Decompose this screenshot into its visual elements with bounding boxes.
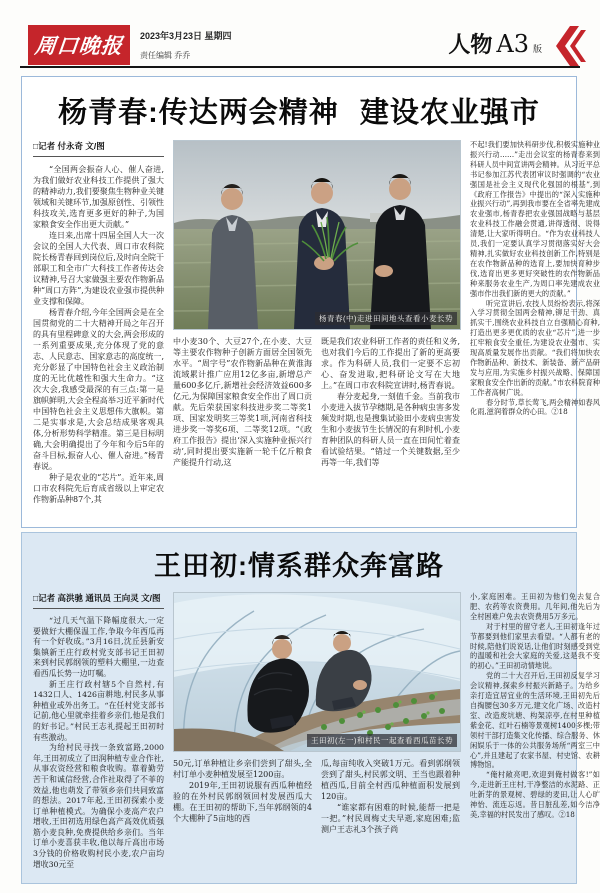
article2-headline: 王田初:情系群众奔富路	[154, 551, 444, 581]
article1-headline: 杨青春:传达两会精神 建设农业强市	[58, 97, 540, 129]
paragraph: 瓜,每亩纯收入突破1万元。看到郭纲领尝到了甜头,村民郭文明、王当也跟着种植西瓜,目前全村西瓜种植面积发展到120亩。	[321, 759, 460, 801]
article-yangqingchun	[21, 76, 600, 528]
header-divider	[20, 66, 580, 68]
paragraph: 对于村里的留守老人,王田初逢年过节都要到他们家里去看望。“人都有老的时候,陪他们说说话,让他们时刻感受到党的温暖和社会大家庭的关爱,这是我不变的初心。”王田初动情地说。	[470, 621, 600, 671]
newspaper-logo	[28, 25, 130, 65]
greenhouse-photo-illustration	[174, 593, 460, 751]
article1-middle	[173, 140, 461, 514]
paragraph: 为给村民寻找一条致富路,2000年,王田初成立了田润种植专业合作社,从事农资经营和粮食收购。靠着勤劳苦干和诚信经营,合作社取得了不菲的效益,他也萌发了带领乡亲们共同致富的想法。2017年起,王田初探索小麦订单种植模式。为确保小麦高产农户增收,王田初选用绿色高产高效优质强筋小麦良种,免费提供给乡亲们。当年订单小麦喜获丰收,他以每斤高出市场3分钱的价格收购村民小麦,农户亩均增收30元至	[33, 743, 164, 869]
article1-column-4	[470, 140, 600, 522]
paragraph: 2019年,王田初说服有西瓜种植经验的在外村民郭纲领回村发展西瓜大棚。在王田初的帮助下,当年郭纲领的4个大棚种了5亩地的西	[173, 781, 312, 823]
article2-byline: □记者 高洪驰 通讯员 王向灵 文/图	[33, 592, 164, 609]
section-name: 人物	[448, 32, 493, 57]
paragraph: 春分时节,草长莺飞,两会精神如春风化雨,滋润着群众的心田。②18	[470, 397, 600, 417]
paragraph: 连日来,出席十四届全国人大一次会议的全国人大代表、周口市农科院院长杨青春回到岗位后,及时向全院干部职工和全市广大科技工作者传达会议精神,号召大家做强主要农作物新品种“周口方阵”,为建设农业强市提供种业支撑和保障。	[33, 231, 164, 306]
article2-photo-caption: 王田初(左一)和村民一起查看西瓜苗长势	[307, 734, 457, 747]
paragraph: 小,家庭困难。王田初为他们免去复合肥、农药等农资费用。几年间,他先后为全村困难户免去农资费用5万多元。	[470, 592, 600, 621]
paragraph: 杨青春介绍,今年全国两会是在全国贯彻党的二十大精神开局之年召开的具有里程碑意义的大会,两会形成的一系列重要成果,充分体现了党的意志、人民意志、国家意志的高度统一,充分彰显了中国特色社会主义政治制度的无比优越性和强大生命力。“这次大会,我感受最深的有三点:第一是旗帜鲜明,大会全程高举习近平新时代中国特色社会主义思想伟大旗帜。第二是实事求是,大会总结成果客观具体,分析形势科学精准。第三是目标明确,大会明确提出了今年和今后5年的奋斗目标,振奋人心、催人奋进。”杨青春说。	[33, 308, 164, 471]
paragraph: 新王庄行政村辖5个自然村,有1432口人、1426亩耕地,村民多从事种植业或外出务工。“在任村党支部书记前,他心里就牵挂着乡亲们,他是我们的好书记。”村民王志礼提起王田初时有些激动。	[33, 679, 164, 742]
field-photo-illustration	[174, 141, 460, 329]
page-number: A3	[496, 30, 529, 58]
article2-photo	[173, 592, 461, 752]
editor-credit: 责任编辑 乔乔	[140, 51, 191, 60]
paragraph: 50元,订单种植让乡亲们尝到了甜头,全村订单小麦种植发展至1200亩。	[173, 759, 312, 779]
paragraph: “俺村敞亮吧,欢迎到俺村做客!”如今,走进新王庄村,干净整洁的水泥路、正吐新芽的景观树、碧绿的麦田,让人心旷神怡、流连忘返。昔日脏乱差,如今洁净美,幸福的村民发出了感叹。②18	[470, 770, 600, 819]
article2-column-2	[173, 758, 312, 878]
paragraph: 春分麦起身,一刻值千金。当前我市小麦进入拔节孕穗期,是各种病虫害多发频发时期,也是搜集试验田小麦病虫害发生和小麦拔节生长情况的有利时机,小麦育种团队的科研人员一直在田间忙着查看试验结果。“错过一个关键数据,至少再等一年,我们等	[321, 392, 460, 467]
paragraph: “谁家都有困难的时候,能帮一把是一把。”村民周梅丈夫早逝,家庭困难;监测户王志礼3个孩子尚	[321, 803, 460, 834]
article1-photo-caption: 杨青春(中)走进田间地头查看小麦长势	[315, 312, 457, 325]
paragraph: “过几天气温下降幅度很大,一定要做好大棚保温工作,争取今年西瓜再有一个好收成。”3月16日,沈丘县新安集镇新王庄行政村党支部书记王田初来到村民郭纲领的塑料大棚里,一边查看西瓜长势一边叮嘱。	[33, 616, 164, 678]
paragraph: 党的二十大召开后,王田初反复学习会议精神,探索乡村振兴新路子。为给乡亲打造宜居宜业的生活环境,王田初先后自掏腰包30多万元,建文化广场、改造村室、改造废坑塘、构架凉亭,在村里种植紫金花、红叶石楠等景观树1400多棵;带领村干部打造集文化传播、综合服务、休闲娱乐于一体的公共服务场所“两室三中心”,并且建起了农家书屋、村史馆、农耕博物馆。	[470, 671, 600, 770]
page-word: 版	[532, 45, 542, 55]
paragraph: 既是我们农业科研工作者的责任和义务,也对我们今后的工作提出了新的更高要求。作为科研人员,我们一定要不忘初心、奋发进取,把科研论文写在大地上。”在周口市农科院宣讲时,杨青春说。	[321, 337, 460, 390]
article1-byline: □记者 付永奇 文/图	[33, 140, 164, 157]
article1-column-2	[173, 336, 312, 514]
article1-photo	[173, 140, 461, 330]
paragraph: “全国两会振奋人心、催人奋进,为我们做好农业科技工作提供了强大的精神动力,我们要聚焦生物种业关键领域和关键环节,加强原创性、引领性科技攻关,选育更多更好的种子,为国家粮食安全作出更大贡献。”	[33, 165, 164, 229]
article1-column-3	[321, 336, 460, 514]
article2-column-4	[470, 592, 600, 880]
paragraph: 听完宣讲后,农技人员纷纷表示,将深入学习贯彻全国两会精神,铆足干劲、真抓实干,围绕农业科技自立自强精心育种,打造出更多更优质的农业“芯片”,进一步扛牢粮食安全重任,为建设农业强市、实现高质量发展作出贡献。“我们将加快农作物新品种、新技术、新装备、新产品研发与应用,为实施乡村振兴战略、保障国家粮食安全作出新的贡献。”市农科院育种工作者高树广说。	[470, 298, 600, 397]
masthead-info	[140, 29, 232, 61]
red-chevron-icon	[550, 26, 586, 66]
section-label	[448, 28, 542, 59]
issue-date: 2023年3月23日 星期四	[140, 31, 232, 41]
article2-column-1	[33, 592, 164, 880]
article1-column-1	[33, 140, 164, 522]
paragraph: 中小麦30个、大豆27个,在小麦、大豆等主要农作物种子创新方面居全国领先水平。“周字号”农作物新品种在黄淮海流域累计推广应用12亿多亩,新增总产量600多亿斤,新增社会经济效益600多亿元,为保障国家粮食安全作出了周口贡献。先后荣获国家科技进步奖二等奖1项、国家发明奖三等奖1项,河南省科技进步奖一等奖6项、二等奖12项。“《政府工作报告》提出‘深入实施种业振兴行动’,同时提出要实施新一轮千亿斤粮食产能提升行动,这	[173, 337, 312, 467]
article-wangtianchu	[21, 532, 600, 884]
paragraph: 种子是农业的“芯片”。近年来,周口市农科院先后育成省级以上审定农作物新品种87个,其	[33, 473, 164, 504]
article2-middle	[173, 592, 461, 878]
paragraph: 不起!我们要加快科研步伐,积极实施种业振兴行动……”走出会议室的杨青春来到科研人员中间宣讲两会精神。从习近平总书记参加江苏代表团审议时强调的“农业强国是社会主义现代化强国的根基”,到《政府工作报告》中提出的“深入实施种业振兴行动”,再到我市要在全省率先建成农业强市,杨青春把农业强国战略与基层农业科技工作融会贯通,讲得透彻、说得清楚,让大家听得明白。“作为农业科技人员,我们一定要认真学习贯彻落实好大会精神,扎实做好农业科技创新工作,特别是在农作物新品种的选育上,要加快育种步伐,选育出更多更好突破性的农作物新品种来服务农业生产,为周口率先建成农业强市作出我们新的更大的贡献。”	[470, 140, 600, 298]
newspaper-name: 周口晚报	[33, 33, 125, 58]
article2-column-3	[321, 758, 460, 878]
